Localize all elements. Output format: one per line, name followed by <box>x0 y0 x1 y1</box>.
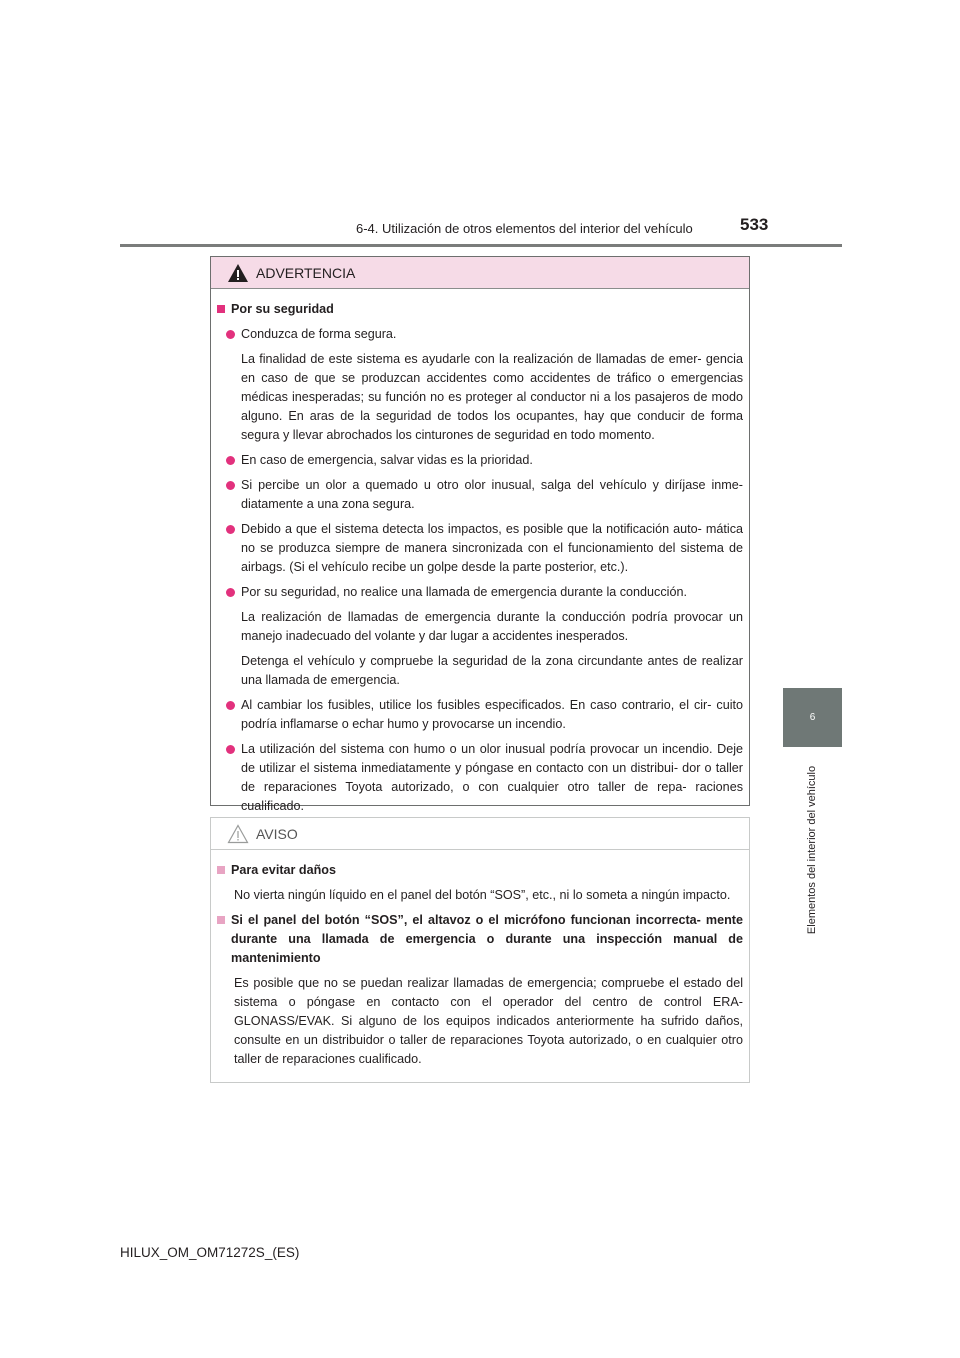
warning-box <box>210 256 750 813</box>
circle-bullet-icon <box>226 588 235 597</box>
chapter-label: Elementos del interior del vehículo <box>806 765 818 935</box>
square-bullet-icon <box>217 916 225 924</box>
chapter-tab <box>783 688 842 747</box>
circle-bullet-icon <box>226 745 235 754</box>
square-bullet-icon <box>217 866 225 874</box>
list-item-text: Debido a que el sistema detecta los impactos, es posible que la notificación auto- mática no se produzca siempre de manera sincronizada con el funcionamiento del sistema de airbags. (Si el vehículo recibe un golpe desde la parte posterior, etc.). <box>241 522 743 574</box>
circle-bullet-icon <box>226 481 235 490</box>
page-number: 533 <box>740 215 769 234</box>
caution-triangle-icon <box>227 824 249 844</box>
list-item-text: Si percibe un olor a quemado u otro olor inusual, salga del vehículo y diríjase inme- diatamente a una zona segura. <box>241 478 743 511</box>
warning-title: ADVERTENCIA <box>256 264 356 281</box>
warning-body <box>211 289 749 816</box>
notice-paragraph: Es posible que no se puedan realizar llamadas de emergencia; compruebe el estado del sistema o póngase en contacto con el operador del centro de control ERA- GLONASS/EVAK. Si alguno de los equipos indicados anteriormente ha sufrido daños, consulte en un distribuidor o taller de reparaciones Toyota autorizado, o en cualquier otro taller de reparaciones cualificado. <box>234 976 743 1066</box>
list-item <box>217 696 743 734</box>
warning-header <box>211 257 749 289</box>
list-item <box>217 583 743 602</box>
document-code: HILUX_OM_OM71272S_(ES) <box>120 1245 300 1260</box>
notice-paragraph: No vierta ningún líquido en el panel del botón “SOS”, etc., ni lo someta a ningún impacto. <box>234 888 731 902</box>
list-item <box>217 325 743 344</box>
circle-bullet-icon <box>226 330 235 339</box>
list-item-text: En caso de emergencia, salvar vidas es la prioridad. <box>241 453 533 467</box>
chapter-number: 6 <box>809 712 816 723</box>
list-item-paragraph: La finalidad de este sistema es ayudarle con la realización de llamadas de emer- gencia en caso de que se produzcan accidentes como accidentes de tráfico o emergencias médicas inesperadas; su función no es proteger al conductor ni a los pasajeros de modo alguno. En aras de la seguridad de todos los ocupantes, hay que conducir de forma segura y llevar abrochados los cinturones de seguridad en todo momento. <box>241 352 743 442</box>
circle-bullet-icon <box>226 525 235 534</box>
list-item <box>217 740 743 816</box>
notice-title: AVISO <box>256 825 298 842</box>
circle-bullet-icon <box>226 456 235 465</box>
warning-heading <box>217 300 743 319</box>
list-item-text: La utilización del sistema con humo o un olor inusual podría provocar un incendio. Deje de utilizar el sistema inmediatamente y póngase en contacto con un distribui- dor o taller de reparaciones Toyota autorizado, o con cualquier otro taller de repa- raciones cualificado. <box>241 742 743 813</box>
list-item-text: Conduzca de forma segura. <box>241 327 397 341</box>
section-title: 6-4. Utilización de otros elementos del interior del vehículo <box>356 221 693 236</box>
warning-heading-text: Por su seguridad <box>231 302 334 316</box>
notice-body <box>211 850 749 1069</box>
circle-bullet-icon <box>226 701 235 710</box>
list-item-text: Por su seguridad, no realice una llamada de emergencia durante la conducción. <box>241 585 687 599</box>
list-item-paragraph: La realización de llamadas de emergencia durante la conducción podría provocar un manejo inadecuado del volante y dar lugar a accidentes inesperados. <box>241 610 743 643</box>
list-item <box>217 451 743 470</box>
notice-heading <box>217 911 743 968</box>
notice-heading-text: Si el panel del botón “SOS”, el altavoz o el micrófono funcionan incorrecta- mente durante una llamada de emergencia o durante una inspección manual de mantenimiento <box>231 913 743 965</box>
notice-heading <box>217 861 743 880</box>
list-item-paragraph: Detenga el vehículo y compruebe la seguridad de la zona circundante antes de realizar una llamada de emergencia. <box>241 654 743 687</box>
notice-header <box>211 818 749 850</box>
warning-triangle-icon <box>227 263 249 283</box>
list-item-text: Al cambiar los fusibles, utilice los fusibles especificados. En caso contrario, el cir- cuito podría inflamarse o echar humo y provocarse un incendio. <box>241 698 743 731</box>
header-divider <box>120 244 842 247</box>
list-item <box>217 520 743 577</box>
square-bullet-icon <box>217 305 225 313</box>
notice-heading-text: Para evitar daños <box>231 863 336 877</box>
notice-box <box>210 817 750 1083</box>
list-item <box>217 476 743 514</box>
